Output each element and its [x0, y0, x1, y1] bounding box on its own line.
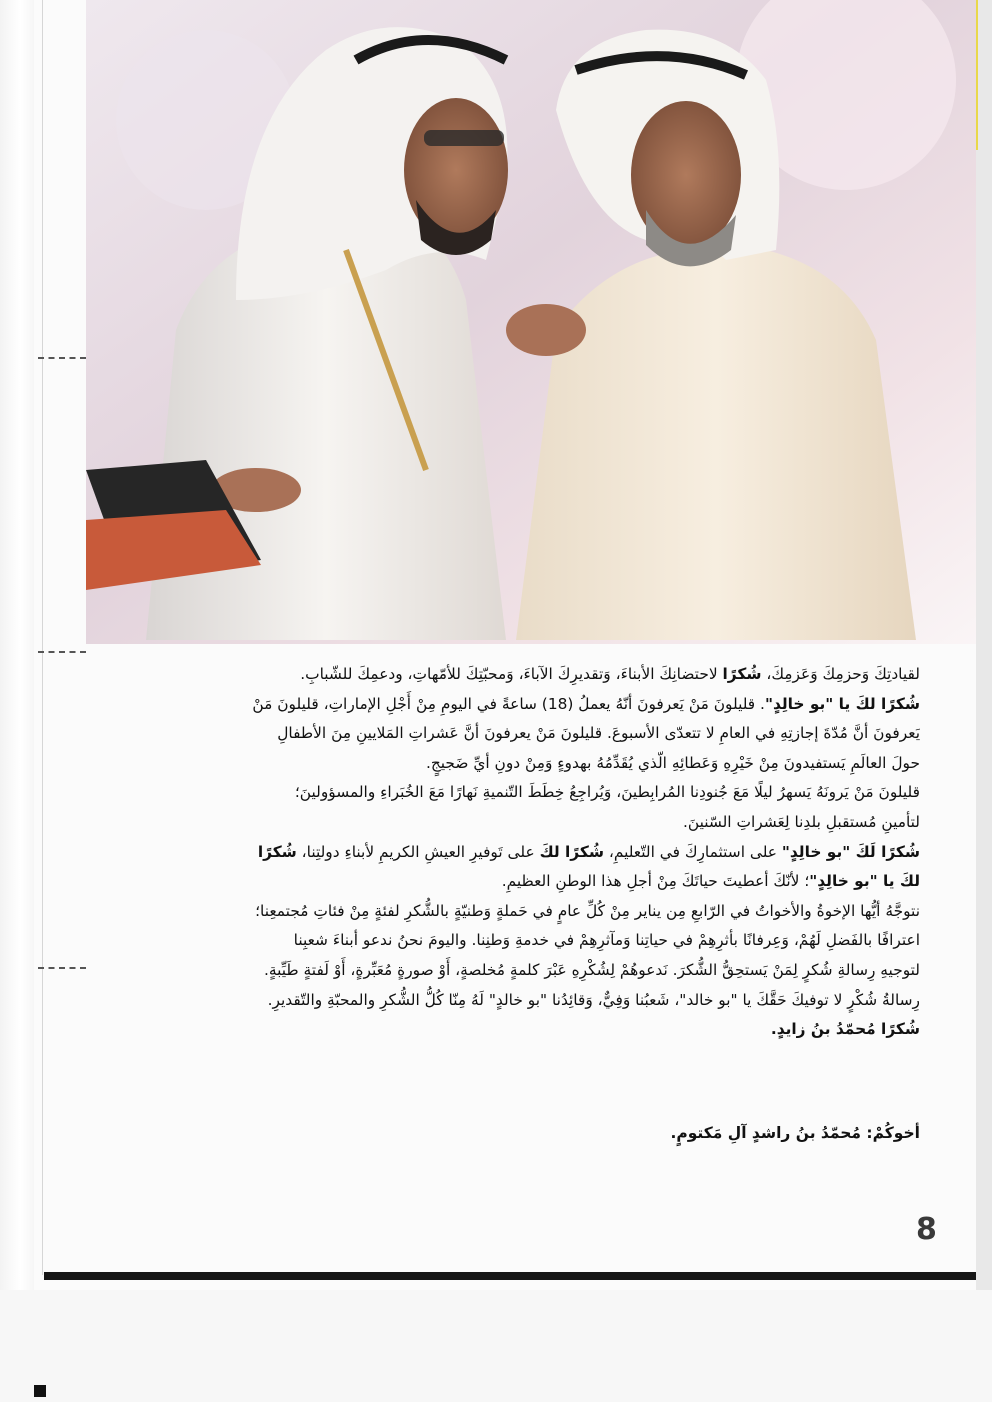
- body-line-3: يَعرفونَ أنَّ مُدّةَ إجازتِهِ في العامِ لا تتعدّى الأسبوعَ. قليلونَ مَنْ يعرفونَ أنَّ عَشراتِ المَلايينِ مِنَ الأطفالِ: [277, 724, 920, 743]
- page-bottom-bar: [44, 1272, 976, 1280]
- body-line-4: حولَ العالَمِ يَستفيدونَ مِنْ خَيْرِهِ وَعَطائِهِ الّذي يُقَدِّمُهُ بهدوءٍ وَمِنْ دونِ أيِّ ضَجيجٍ.: [425, 753, 920, 772]
- ceremony-photo: [86, 0, 976, 644]
- dash-mark: [38, 651, 86, 653]
- body-line-9: نتوجَّهُ أيُّها الإخوةُ والأخواتُ في الرّابعِ مِن يناير مِنْ كُلِّ عامٍ في حَملةٍ وَطنيّةٍ بالشُّكرِ لفئةٍ مِنْ فئاتِ مُجتمعِنا؛: [255, 901, 920, 920]
- next-page-edge: [0, 1290, 992, 1402]
- body-line-11: لتوجيهِ رِسالةِ شُكرٍ لِمَنْ يَستحِقُّ الشُّكرَ. نَدعوهُمْ لِشُكْرِهِ عَبْرَ كلمةٍ مُخلصةٍ، أَوْ صورةٍ مُعَبِّرةٍ، أَوْ لَفتةٍ طَيِّبةٍ.: [263, 960, 920, 979]
- body-line-1: لقيادتِكَ وَحزمِكَ وَعَزمِكَ، شُكرًا لاحتضانِكَ الأبناءَ، وَتقديرِكَ الآباءَ، وَمحبّتِكَ للأمّهاتِ، ودعمِكَ للشّبابِ.: [300, 665, 920, 683]
- body-line-8: لكَ يا "بو خالِدٍ"؛ لأنّكَ أعطيتَ حياتَكَ مِنْ أجلِ هذا الوطنِ العظيمِ.: [501, 872, 920, 891]
- body-line-2: شُكرًا لكَ يا "بو خالِدٍ". قليلونَ مَنْ يَعرفونَ أنّهُ يعملُ (18) ساعةً في اليومِ مِنْ أَجْلِ الإماراتِ، قليلونَ مَنْ: [252, 694, 920, 713]
- binding-strip: [0, 0, 34, 1402]
- body-line-10: اعترافًا بالفَضلِ لَهُمْ، وَعِرفانًا بأثرِهِمْ في حياتِنا وَمآثرِهِمْ في خدمةِ وَطنِنا. واليومَ نحنُ ندعو أبناءَ شعبِنا: [293, 931, 920, 950]
- body-line-13: شُكرًا مُحمّدُ بنُ زايدٍ.: [770, 1020, 920, 1039]
- signature: أخوكُمْ: مُحمّدُ بنُ راشدٍ آلِ مَكتومٍ.: [670, 1124, 920, 1142]
- body-line-12: رِسالةُ شُكْرٍ لا توفيكَ حَقَّكَ يا "بو خالد"، شَعبُنا وَفِيٌّ، وَقائِدُنا "بو خالدٍ" لَهُ مِنّا كُلُّ الشُّكرِ والمحبّةِ والتّقديرِ.: [267, 990, 920, 1009]
- corner-mark: [34, 1385, 46, 1397]
- dash-mark: [38, 357, 86, 359]
- article-body: [132, 660, 920, 1045]
- page-number: 8: [916, 1212, 937, 1247]
- right-page-edge: [976, 0, 992, 1402]
- dash-mark: [38, 967, 86, 969]
- body-line-7: شُكرًا لَكَ "بو خالِدٍ" على استثمارِكَ في التّعليمِ، شُكرًا لكَ على تَوفيرِ العيشِ الكريمِ لأبناءِ دولتِنا، شُكرًا: [257, 842, 920, 861]
- body-line-5: قليلونَ مَنْ يَرونَهُ يَسهرُ ليلًا مَعَ جُنودِنا المُرابِطينَ، وَيُراجِعُ خِطَطَ التّنميةِ نَهارًا مَعَ الخُبَراءِ والمسؤولينَ؛: [294, 783, 920, 802]
- body-line-6: لتأمينِ مُستقبلِ بلدِنا لِعَشراتِ السّنينَ.: [682, 812, 920, 831]
- page-edge-line: [42, 0, 43, 1275]
- photo-illustration: [86, 0, 976, 644]
